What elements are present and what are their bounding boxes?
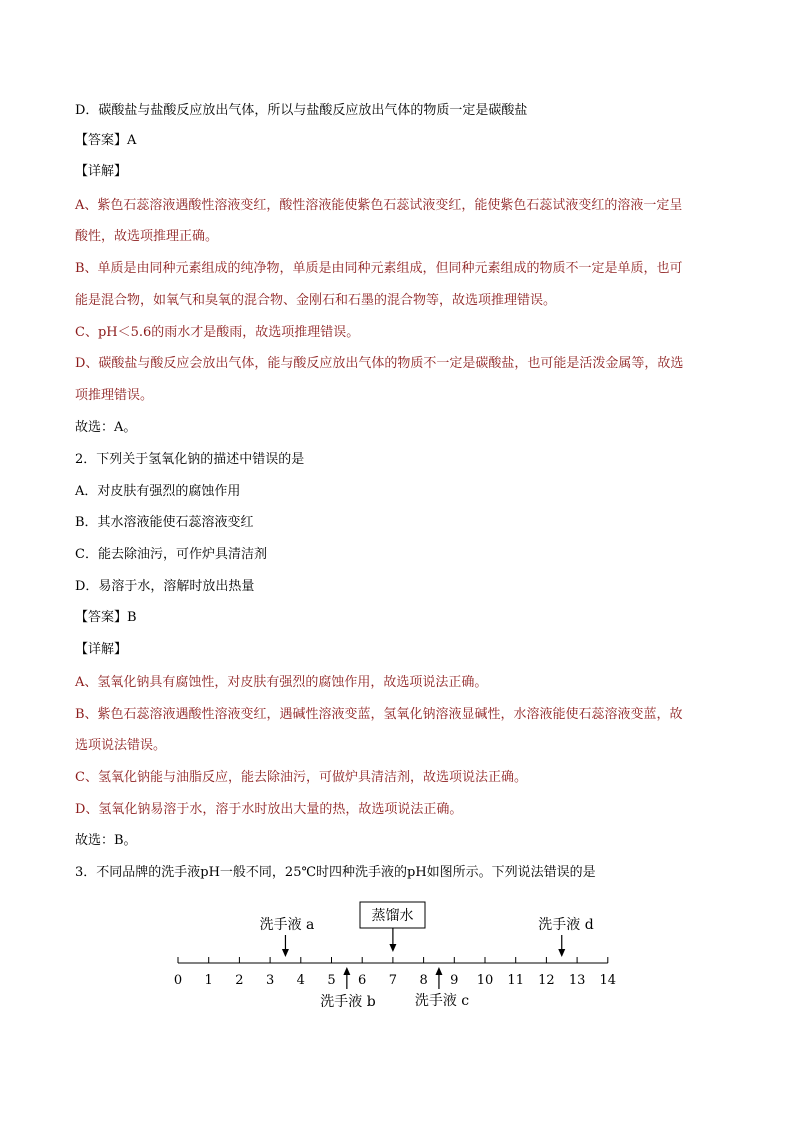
q2-option-a: A．对皮肤有强烈的腐蚀作用 [75, 484, 241, 499]
q2-option-b: B．其水溶液能使石蕊溶液变红 [75, 515, 254, 530]
ph-tick-label: 14 [599, 973, 617, 988]
q3-stem: 3．不同品牌的洗手液pH一般不同，25℃时四种洗手液的pH如图所示。下列说法错误的是 [75, 865, 596, 880]
q1-option-d: D．碳酸盐与盐酸反应放出气体，所以与盐酸反应放出气体的物质一定是碳酸盐 [75, 103, 528, 118]
q2-detail-label: 【详解】 [75, 642, 128, 657]
ph-tick-label: 10 [476, 973, 494, 988]
ph-tick-label: 12 [538, 973, 555, 988]
ph-tick-label: 4 [296, 973, 305, 988]
q2-answer: 【答案】B [75, 610, 137, 625]
q1-detail-line: C、pH＜5.6的雨水才是酸雨，故选项推理错误。 [75, 325, 360, 340]
q1-detail-line: D、碳酸盐与酸反应会放出气体，能与酸反应放出气体的物质不一定是碳酸盐，也可能是活泼金属等，故选 [75, 356, 684, 371]
ph-tick-label: 1 [204, 973, 213, 988]
q2-detail-line: D、氢氧化钠易溶于水，溶于水时放出大量的热，故选项说法正确。 [75, 802, 463, 817]
ph-tick-label: 8 [419, 973, 428, 988]
q2-conclusion: 故选：B。 [75, 833, 137, 848]
q1-detail-line: 项推理错误。 [75, 388, 154, 403]
q1-detail-line: 能是混合物，如氧气和臭氧的混合物、金刚石和石墨的混合物等，故选项推理错误。 [75, 293, 557, 308]
label-wash-d: 洗手液 d [538, 917, 594, 933]
ph-tick-label: 5 [327, 973, 336, 988]
arrow-wash-a-head [282, 949, 289, 957]
q1-answer: 【答案】A [75, 133, 137, 148]
ph-tick-label: 11 [507, 973, 524, 988]
ph-tick-label: 6 [358, 973, 367, 988]
ph-tick-label: 2 [235, 973, 244, 988]
q2-detail-line: 选项说法错误。 [75, 738, 167, 753]
ph-tick-label: 9 [450, 973, 459, 988]
ph-tick-label: 7 [388, 973, 398, 988]
q1-detail-label: 【详解】 [75, 164, 128, 179]
q1-detail-line: B、单质是由同种元素组成的纯净物，单质是由同种元素组成，但同种元素组成的物质不一定是单质，也可 [75, 261, 683, 276]
q2-option-c: C．能去除油污，可作炉具清洁剂 [75, 547, 267, 562]
label-wash-c: 洗手液 c [414, 993, 470, 1009]
q2-detail-line: A、氢氧化钠具有腐蚀性，对皮肤有强烈的腐蚀作用，故选项说法正确。 [75, 675, 488, 690]
q2-stem: 2．下列关于氢氧化钠的描述中错误的是 [75, 452, 305, 467]
arrow-wash-c-head [435, 967, 442, 975]
arrow-wash-d-head [558, 949, 565, 957]
ph-tick-label: 0 [173, 973, 183, 988]
q2-detail-line: C、氢氧化钠能与油脂反应，能去除油污，可做炉具清洁剂，故选项说法正确。 [75, 770, 527, 785]
q1-detail-line: 酸性，故选项推理正确。 [75, 229, 219, 244]
label-distilled-water: 蒸馏水 [371, 908, 414, 924]
q1-detail-line: A、紫色石蕊溶液遇酸性溶液变红，酸性溶液能使紫色石蕊试液变红，能使紫色石蕊试液变红的溶液一定呈 [75, 198, 683, 213]
arrow-distilled-water-head [389, 944, 396, 952]
arrow-wash-b-head [343, 967, 350, 975]
ph-tick-label: 13 [568, 973, 586, 988]
label-wash-a: 洗手液 a [259, 917, 315, 933]
ph-tick-label: 3 [265, 973, 275, 988]
label-wash-b: 洗手液 b [320, 994, 376, 1010]
q2-option-d: D．易溶于水，溶解时放出热量 [75, 579, 255, 594]
q1-conclusion: 故选：A。 [75, 420, 137, 435]
q2-detail-line: B、紫色石蕊溶液遇酸性溶液变红，遇碱性溶液变蓝，氢氧化钠溶液显碱性，水溶液能使石蕊溶液变蓝，故 [75, 707, 683, 722]
